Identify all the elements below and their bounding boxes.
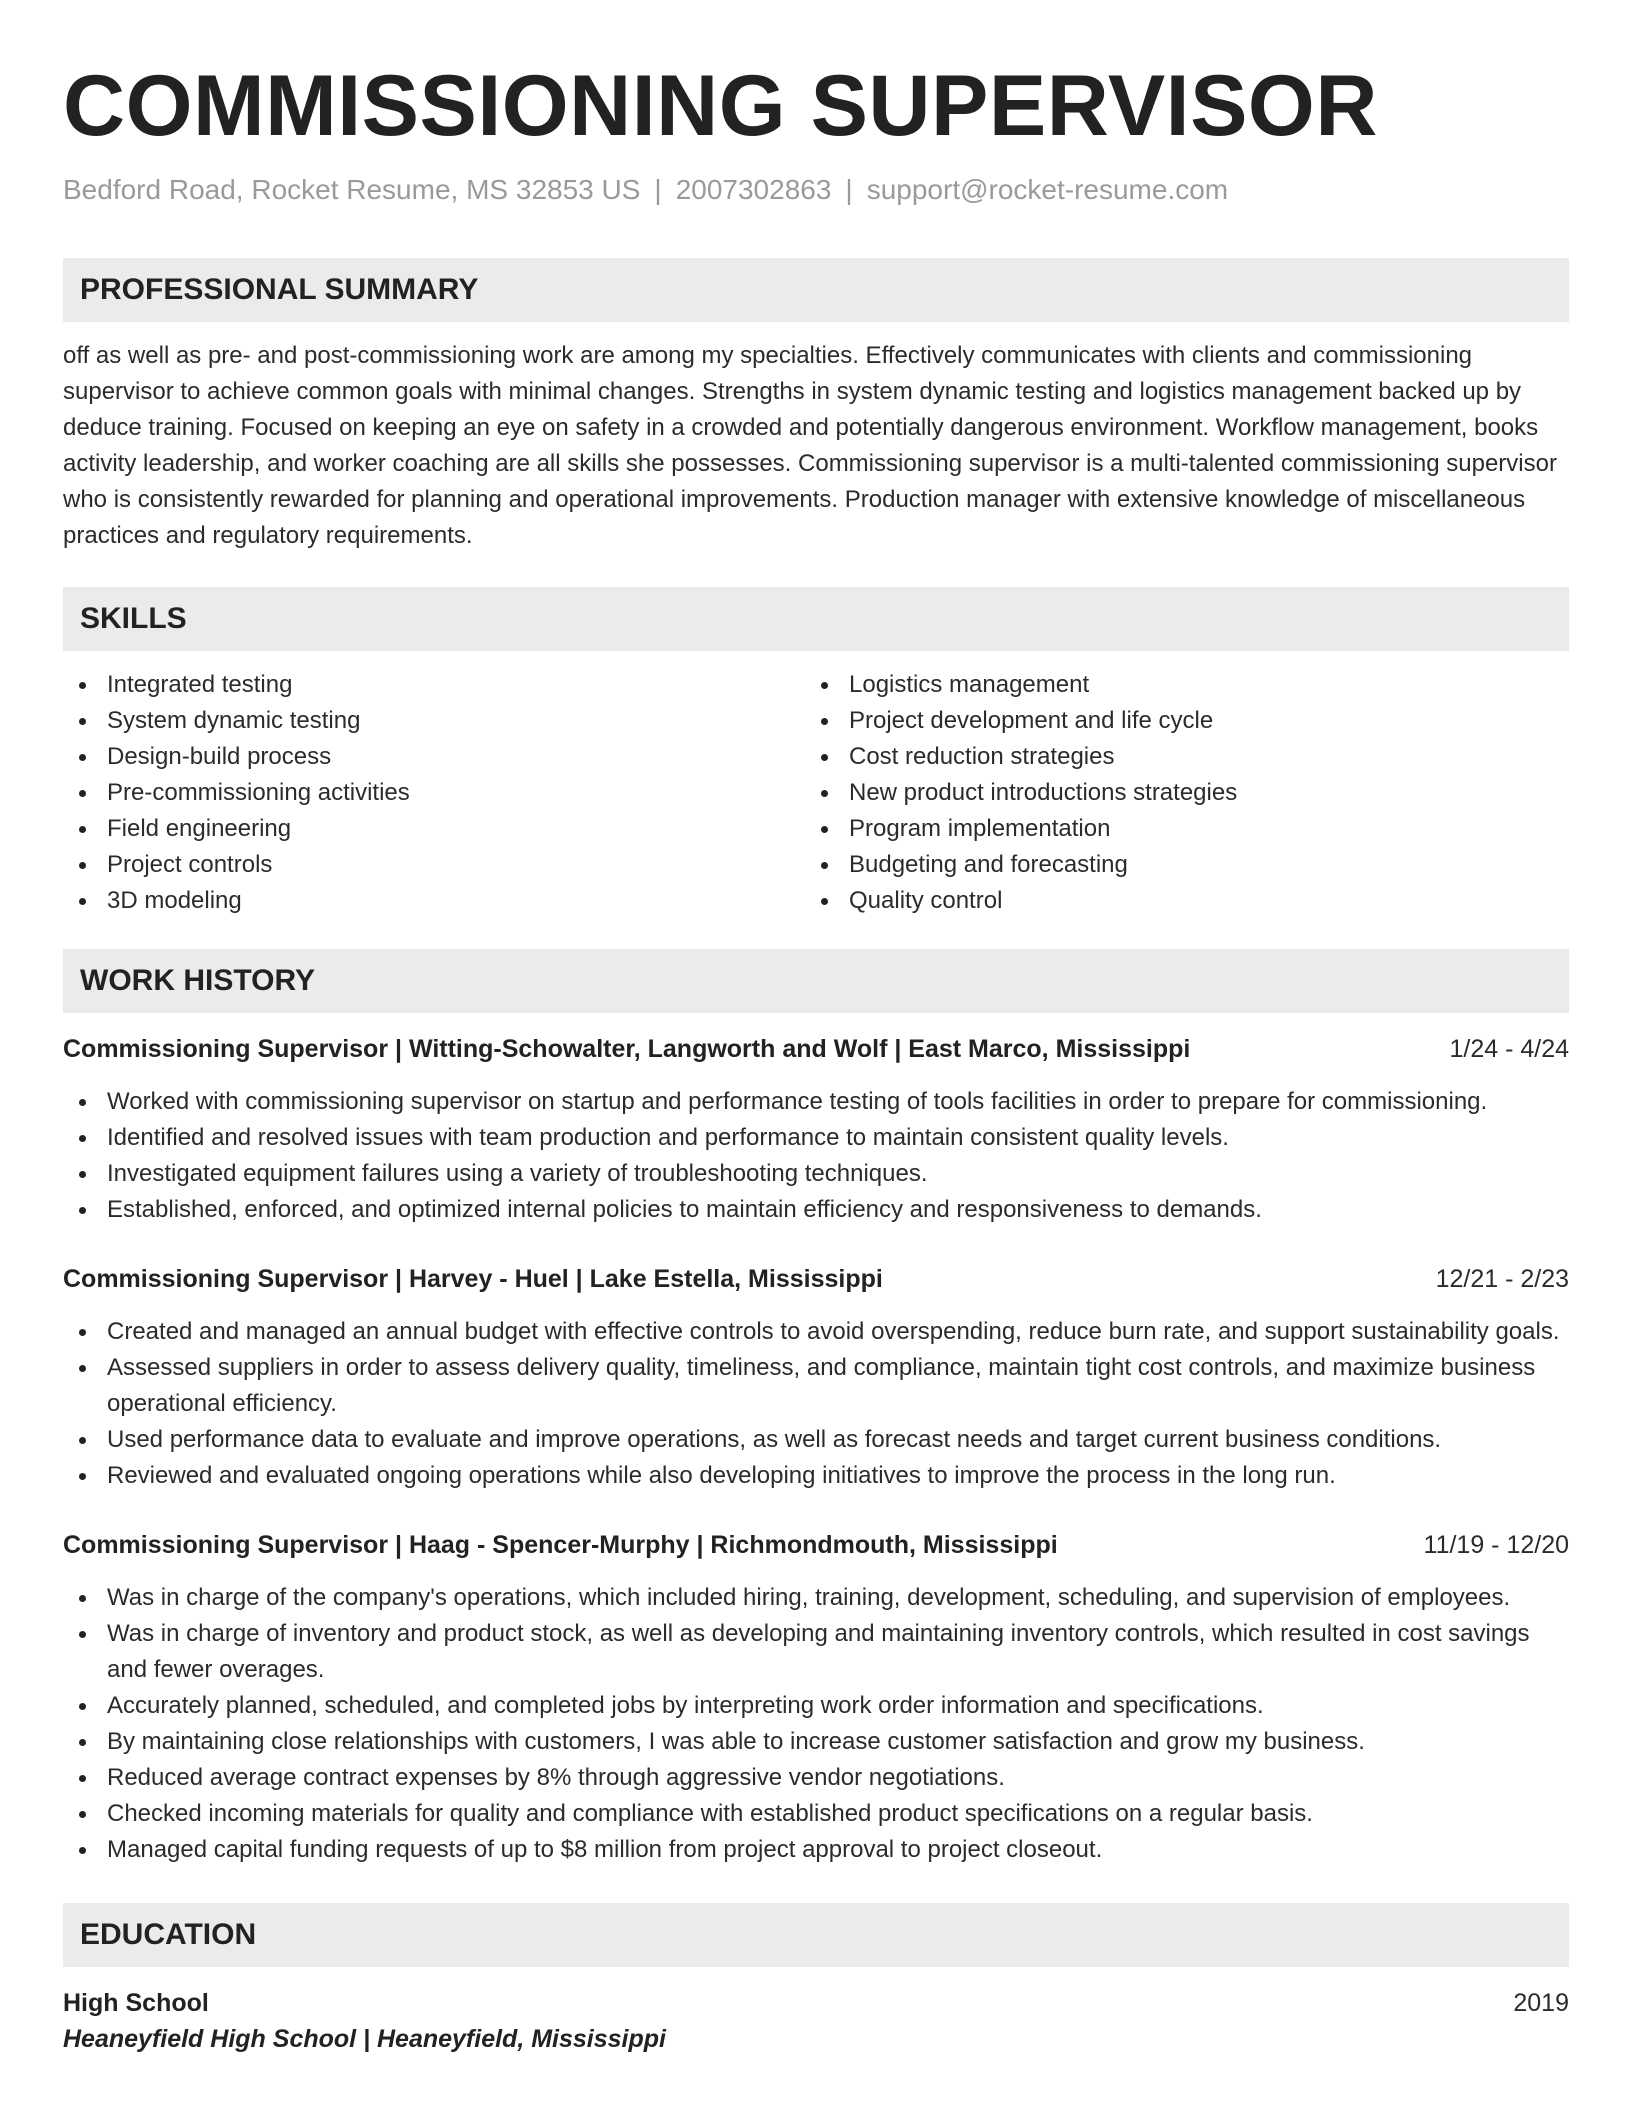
skill-item: Cost reduction strategies: [805, 739, 1547, 775]
skill-item: Logistics management: [805, 667, 1547, 703]
skill-item: System dynamic testing: [63, 703, 805, 739]
education-entry: [63, 1985, 1569, 2057]
education-year: 2019: [1513, 1989, 1569, 2017]
job-title: Commissioning Supervisor | Witting-Schowalter, Langworth and Wolf | East Marco, Mississippi: [63, 1035, 1191, 1063]
section-header-summary: PROFESSIONAL SUMMARY: [63, 258, 1569, 322]
skill-item: New product introductions strategies: [805, 775, 1547, 811]
job-bullet: Assessed suppliers in order to assess delivery quality, timeliness, and compliance, maintain tight cost controls, and maximize business operational efficiency.: [63, 1350, 1569, 1422]
skill-item: Integrated testing: [63, 667, 805, 703]
job-title: Commissioning Supervisor | Haag - Spencer-Murphy | Richmondmouth, Mississippi: [63, 1531, 1058, 1559]
job-bullet: Used performance data to evaluate and improve operations, as well as forecast needs and target current business conditions.: [63, 1422, 1569, 1458]
job-bullet: Was in charge of inventory and product stock, as well as developing and maintaining inventory controls, which resulted in cost savings and fewer overages.: [63, 1616, 1569, 1688]
skills-column-left: [63, 667, 805, 919]
section-header-education: EDUCATION: [63, 1903, 1569, 1967]
skill-item: Program implementation: [805, 811, 1547, 847]
job-bullet: Was in charge of the company's operations, which included hiring, training, development, scheduling, and supervision of employees.: [63, 1580, 1569, 1616]
job-entry: [63, 1031, 1569, 1228]
job-title: Commissioning Supervisor | Harvey - Huel | Lake Estella, Mississippi: [63, 1265, 883, 1293]
skills-column-right: [805, 667, 1547, 919]
education-school: Heaneyfield High School | Heaneyfield, Mississippi: [63, 2025, 666, 2053]
job-heading-row: [63, 1261, 1569, 1297]
job-bullet: Investigated equipment failures using a variety of troubleshooting techniques.: [63, 1156, 1569, 1192]
job-bullet: Reduced average contract expenses by 8% through aggressive vendor negotiations.: [63, 1760, 1569, 1796]
contact-line: [63, 174, 1569, 206]
section-header-work-history: WORK HISTORY: [63, 949, 1569, 1013]
skills-list: [63, 667, 1569, 919]
skill-item: Field engineering: [63, 811, 805, 847]
summary-text: off as well as pre- and post-commissioning work are among my specialties. Effectively communicates with clients and commissioning supervisor to achieve common goals with minimal changes. Strengths in system dynamic testing and logistics management backed up by deduce training. Focused on keeping an eye on safety in a crowded and potentially dangerous environment. Workflow management, books activity leadership, and worker coaching are all skills she possesses. Commissioning supervisor is a multi-talented commissioning supervisor who is consistently rewarded for planning and operational improvements. Production manager with extensive knowledge of miscellaneous practices and regulatory requirements.: [63, 342, 1557, 549]
job-bullet: Checked incoming materials for quality and compliance with established product specifications on a regular basis.: [63, 1796, 1569, 1832]
skill-item: Quality control: [805, 883, 1547, 919]
job-bullet: By maintaining close relationships with customers, I was able to increase customer satisfaction and grow my business.: [63, 1724, 1569, 1760]
job-entry: [63, 1261, 1569, 1494]
contact-address: Bedford Road, Rocket Resume, MS 32853 US: [63, 174, 641, 205]
job-heading-row: [63, 1527, 1569, 1563]
contact-separator: |: [845, 174, 853, 205]
job-bullet: Worked with commissioning supervisor on startup and performance testing of tools facilities in order to prepare for commissioning.: [63, 1084, 1569, 1120]
job-bullet: Established, enforced, and optimized internal policies to maintain efficiency and responsiveness to demands.: [63, 1192, 1569, 1228]
contact-phone: 2007302863: [675, 174, 832, 205]
job-bullet: Identified and resolved issues with team production and performance to maintain consistent quality levels.: [63, 1120, 1569, 1156]
job-bullets: [63, 1314, 1569, 1494]
job-bullet: Created and managed an annual budget with effective controls to avoid overspending, reduce burn rate, and support sustainability goals.: [63, 1314, 1569, 1350]
skill-item: Design-build process: [63, 739, 805, 775]
education-degree: High School: [63, 1989, 209, 2017]
job-entry: [63, 1527, 1569, 1868]
education-heading-row: [63, 1985, 1569, 2021]
skill-item: Budgeting and forecasting: [805, 847, 1547, 883]
contact-email: support@rocket-resume.com: [866, 174, 1229, 205]
job-bullets: [63, 1084, 1569, 1228]
job-dates: 1/24 - 4/24: [1449, 1035, 1569, 1063]
job-dates: 11/19 - 12/20: [1423, 1531, 1569, 1559]
job-bullet: Reviewed and evaluated ongoing operations while also developing initiatives to improve the process in the long run.: [63, 1458, 1569, 1494]
candidate-name: COMMISSIONING SUPERVISOR: [63, 58, 1378, 154]
skill-item: Project controls: [63, 847, 805, 883]
job-bullet: Managed capital funding requests of up to $8 million from project approval to project closeout.: [63, 1832, 1569, 1868]
contact-separator: |: [654, 174, 662, 205]
job-heading-row: [63, 1031, 1569, 1067]
section-header-skills: SKILLS: [63, 587, 1569, 651]
job-dates: 12/21 - 2/23: [1435, 1265, 1569, 1293]
job-bullet: Accurately planned, scheduled, and completed jobs by interpreting work order information and specifications.: [63, 1688, 1569, 1724]
skill-item: Pre-commissioning activities: [63, 775, 805, 811]
skill-item: 3D modeling: [63, 883, 805, 919]
job-bullets: [63, 1580, 1569, 1868]
skill-item: Project development and life cycle: [805, 703, 1547, 739]
